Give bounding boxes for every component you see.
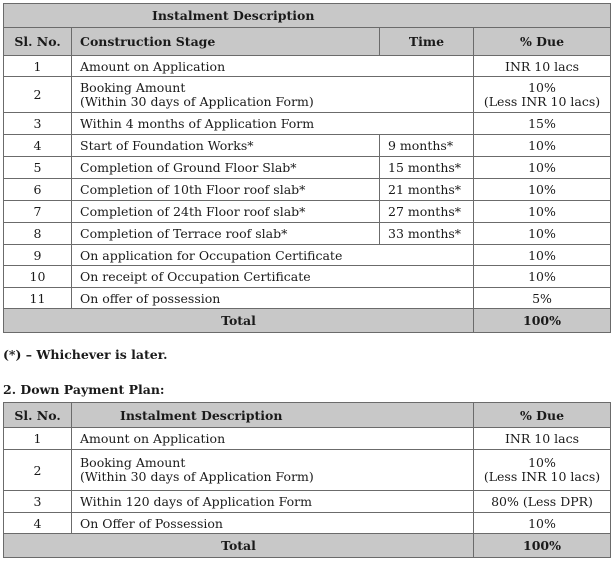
due-line-1: 10%	[528, 79, 556, 95]
stage: Completion of Terrace roof slab*	[72, 223, 380, 245]
stage-line-1: Booking Amount	[80, 79, 186, 95]
table-row	[4, 113, 611, 135]
header-sl-no: Sl. No.	[4, 403, 72, 428]
sl-no: 3	[4, 113, 72, 135]
total-row	[4, 309, 611, 333]
time: 9 months*	[380, 135, 474, 157]
table-row	[4, 450, 611, 491]
due-line-2: (Less INR 10 lacs)	[483, 469, 601, 484]
stage	[72, 77, 474, 113]
sl-no: 9	[4, 245, 72, 266]
due: INR 10 lacs	[474, 428, 611, 450]
down-payment-table	[3, 402, 611, 558]
due	[474, 450, 611, 491]
due: 10%	[474, 513, 611, 534]
sl-no: 4	[4, 135, 72, 157]
table-row	[4, 513, 611, 534]
due: 15%	[474, 113, 611, 135]
total-label: Total	[4, 534, 474, 558]
header-due: % Due	[474, 28, 611, 56]
stage: On offer of possession	[72, 288, 474, 309]
time: 27 months*	[380, 201, 474, 223]
header-instalment-description: Instalment Description	[72, 403, 474, 428]
table-row	[4, 491, 611, 513]
sl-no: 7	[4, 201, 72, 223]
sl-no: 2	[4, 450, 72, 491]
stage: Within 4 months of Application Form	[72, 113, 474, 135]
stage: On receipt of Occupation Certificate	[72, 266, 474, 288]
total-label: Total	[4, 309, 474, 333]
stage: Start of Foundation Works*	[72, 135, 380, 157]
stage: Completion of Ground Floor Slab*	[72, 157, 380, 179]
total-value: 100%	[474, 534, 611, 558]
time: 33 months*	[380, 223, 474, 245]
sl-no: 5	[4, 157, 72, 179]
due: 10%	[474, 245, 611, 266]
header-sl-no: Sl. No.	[4, 28, 72, 56]
stage: On application for Occupation Certificate	[72, 245, 474, 266]
total-value: 100%	[474, 309, 611, 333]
table-row	[4, 56, 611, 77]
description: Amount on Application	[72, 428, 474, 450]
due: INR 10 lacs	[474, 56, 611, 77]
table-row	[4, 179, 611, 201]
header-due: % Due	[474, 403, 611, 428]
due: 10%	[474, 223, 611, 245]
table-row	[4, 223, 611, 245]
description	[72, 450, 474, 491]
sl-no: 6	[4, 179, 72, 201]
table-row	[4, 428, 611, 450]
due-line-2: (Less INR 10 lacs)	[483, 93, 601, 109]
header-time: Time	[380, 28, 474, 56]
stage: Completion of 24th Floor roof slab*	[72, 201, 380, 223]
table-row	[4, 135, 611, 157]
due: 10%	[474, 135, 611, 157]
stage: Completion of 10th Floor roof slab*	[72, 179, 380, 201]
due: 10%	[474, 179, 611, 201]
due: 10%	[474, 266, 611, 288]
header-construction-stage: Construction Stage	[72, 28, 380, 56]
description-line-2: (Within 30 days of Application Form)	[80, 469, 314, 484]
footnote: (*) – Whichever is later.	[3, 347, 168, 362]
sl-no: 3	[4, 491, 72, 513]
table-row	[4, 245, 611, 266]
table-title: Instalment Description	[4, 4, 611, 28]
stage: Amount on Application	[72, 56, 474, 77]
total-row	[4, 534, 611, 558]
table-row	[4, 266, 611, 288]
description: Within 120 days of Application Form	[72, 491, 474, 513]
instalment-table	[3, 3, 611, 333]
table-row	[4, 157, 611, 179]
section-title: 2. Down Payment Plan:	[3, 382, 165, 397]
due-line-1: 10%	[528, 455, 556, 470]
due: 5%	[474, 288, 611, 309]
due: 10%	[474, 201, 611, 223]
stage-line-2: (Within 30 days of Application Form)	[80, 93, 314, 109]
table-row	[4, 288, 611, 309]
sl-no: 11	[4, 288, 72, 309]
description-line-1: Booking Amount	[80, 455, 186, 470]
due: 10%	[474, 157, 611, 179]
sl-no: 8	[4, 223, 72, 245]
time: 15 months*	[380, 157, 474, 179]
sl-no: 4	[4, 513, 72, 534]
sl-no: 1	[4, 56, 72, 77]
sl-no: 2	[4, 77, 72, 113]
sl-no: 10	[4, 266, 72, 288]
due	[474, 77, 611, 113]
sl-no: 1	[4, 428, 72, 450]
due: 80% (Less DPR)	[474, 491, 611, 513]
table-row	[4, 77, 611, 113]
table-row	[4, 201, 611, 223]
description: On Offer of Possession	[72, 513, 474, 534]
time: 21 months*	[380, 179, 474, 201]
